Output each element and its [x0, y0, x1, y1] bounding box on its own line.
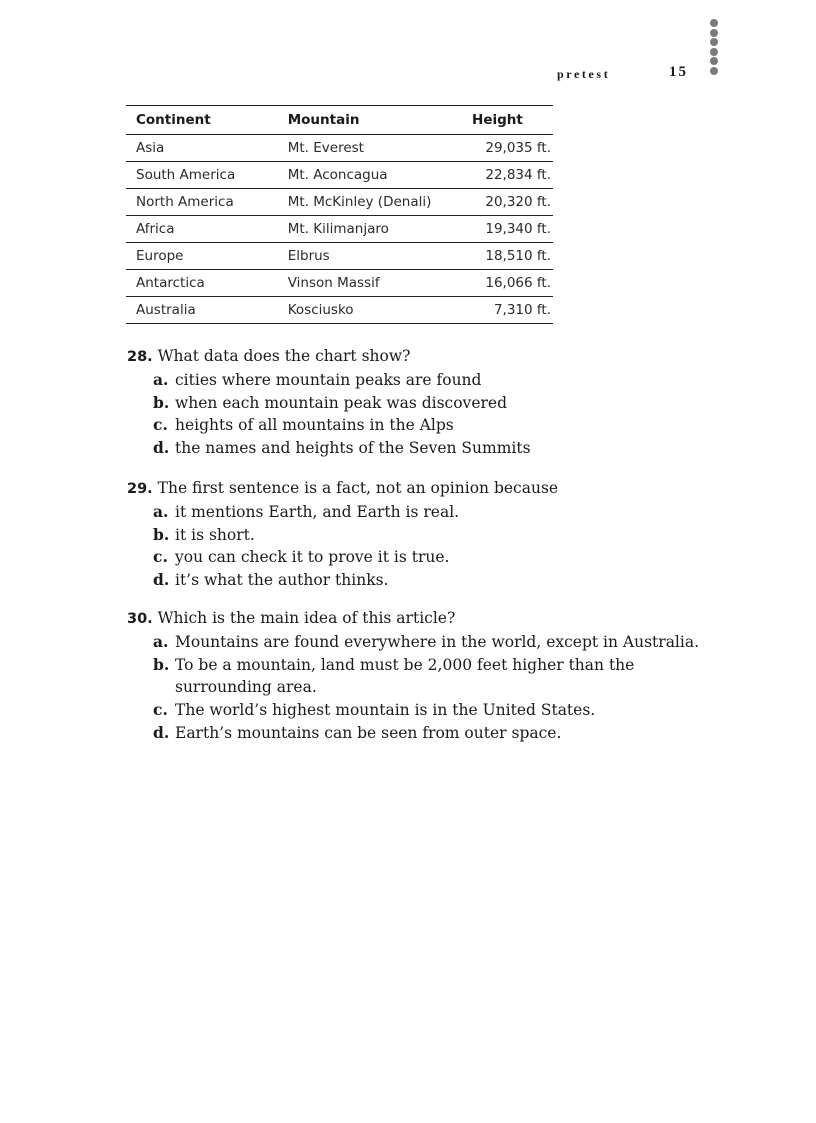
answer-option[interactable] — [127, 392, 717, 415]
answer-options — [127, 369, 717, 460]
cell-mountain: Kosciusko — [278, 297, 472, 324]
page-number: 15 — [669, 64, 688, 80]
cell-height: 29,035 ft. — [472, 135, 553, 162]
option-text: it is short. — [175, 525, 255, 544]
option-letter: d. — [153, 438, 170, 458]
answer-option[interactable] — [127, 414, 717, 437]
option-text: cities where mountain peaks are found — [175, 370, 482, 389]
table-row — [126, 270, 553, 297]
cell-mountain: Vinson Massif — [278, 270, 472, 297]
question-28 — [127, 345, 717, 460]
question-text: The first sentence is a fact, not an opinion because — [157, 479, 559, 497]
cell-mountain: Mt. Aconcagua — [278, 162, 472, 189]
option-letter: c. — [153, 415, 168, 435]
option-letter: b. — [153, 654, 170, 674]
column-header-continent: Continent — [136, 112, 211, 128]
column-header-mountain: Mountain — [287, 112, 360, 128]
question-number: 28. — [127, 349, 153, 365]
option-letter: d. — [153, 570, 170, 590]
option-text: you can check it to prove it is true. — [175, 548, 450, 567]
question-number: 29. — [127, 481, 153, 497]
option-text: heights of all mountains in the Alps — [175, 416, 454, 435]
cell-continent: Asia — [126, 135, 278, 162]
answer-options — [127, 501, 717, 592]
table-row — [126, 216, 553, 243]
table-row — [126, 135, 553, 162]
question-stem — [127, 345, 717, 369]
option-letter: a. — [153, 631, 169, 651]
answer-option[interactable] — [127, 524, 717, 547]
question-30 — [127, 607, 717, 745]
cell-mountain: Mt. Kilimanjaro — [278, 216, 472, 243]
cell-continent: Antarctica — [126, 270, 278, 297]
column-header-height: Height — [472, 112, 523, 128]
answer-option[interactable] — [127, 546, 717, 569]
dot-icon — [710, 57, 718, 65]
cell-height: 7,310 ft. — [472, 297, 553, 324]
answer-option[interactable] — [127, 569, 717, 592]
answer-options — [127, 631, 717, 745]
table-row — [126, 162, 553, 189]
table-header-row — [126, 106, 553, 135]
running-header — [540, 64, 700, 84]
option-letter: a. — [153, 501, 169, 521]
option-letter: b. — [153, 524, 170, 544]
table-row — [126, 243, 553, 270]
option-text: when each mountain peak was discovered — [175, 393, 507, 412]
option-text: The world’s highest mountain is in the United States. — [175, 701, 596, 720]
option-text: the names and heights of the Seven Summits — [175, 439, 531, 458]
cell-height: 22,834 ft. — [472, 162, 553, 189]
question-29 — [127, 477, 717, 592]
option-text: To be a mountain, land must be 2,000 feet higher than the surrounding area. — [175, 655, 635, 697]
section-label: pretest — [557, 67, 611, 81]
dot-icon — [710, 67, 718, 75]
question-stem — [127, 607, 717, 631]
cell-mountain: Mt. Everest — [278, 135, 472, 162]
decorative-dot-strip — [710, 19, 719, 76]
cell-height: 19,340 ft. — [472, 216, 553, 243]
cell-continent: North America — [126, 189, 278, 216]
option-letter: c. — [153, 547, 168, 567]
dot-icon — [710, 29, 718, 37]
answer-option[interactable] — [127, 501, 717, 524]
table-row — [126, 297, 553, 324]
cell-height: 18,510 ft. — [472, 243, 553, 270]
cell-continent: South America — [126, 162, 278, 189]
question-text: Which is the main idea of this article? — [157, 609, 456, 627]
dot-icon — [710, 19, 718, 27]
table-row — [126, 189, 553, 216]
answer-option[interactable] — [127, 654, 717, 700]
question-stem — [127, 477, 717, 501]
answer-option[interactable] — [127, 631, 717, 654]
answer-option[interactable] — [127, 699, 717, 722]
cell-mountain: Elbrus — [278, 243, 472, 270]
option-text: Earth’s mountains can be seen from outer space. — [175, 723, 562, 742]
cell-continent: Australia — [126, 297, 278, 324]
option-letter: c. — [153, 700, 168, 720]
option-letter: d. — [153, 722, 170, 742]
option-letter: b. — [153, 392, 170, 412]
question-text: What data does the chart show? — [157, 347, 411, 365]
cell-height: 16,066 ft. — [472, 270, 553, 297]
option-text: it mentions Earth, and Earth is real. — [175, 502, 460, 521]
answer-option[interactable] — [127, 369, 717, 392]
option-text: Mountains are found everywhere in the world, except in Australia. — [175, 632, 700, 651]
cell-mountain: Mt. McKinley (Denali) — [278, 189, 472, 216]
seven-summits-table — [126, 105, 553, 324]
dot-icon — [710, 48, 718, 56]
question-number: 30. — [127, 611, 153, 627]
answer-option[interactable] — [127, 722, 717, 745]
answer-option[interactable] — [127, 437, 717, 460]
cell-height: 20,320 ft. — [472, 189, 553, 216]
option-letter: a. — [153, 369, 169, 389]
cell-continent: Africa — [126, 216, 278, 243]
dot-icon — [710, 38, 718, 46]
option-text: it’s what the author thinks. — [175, 571, 389, 590]
cell-continent: Europe — [126, 243, 278, 270]
